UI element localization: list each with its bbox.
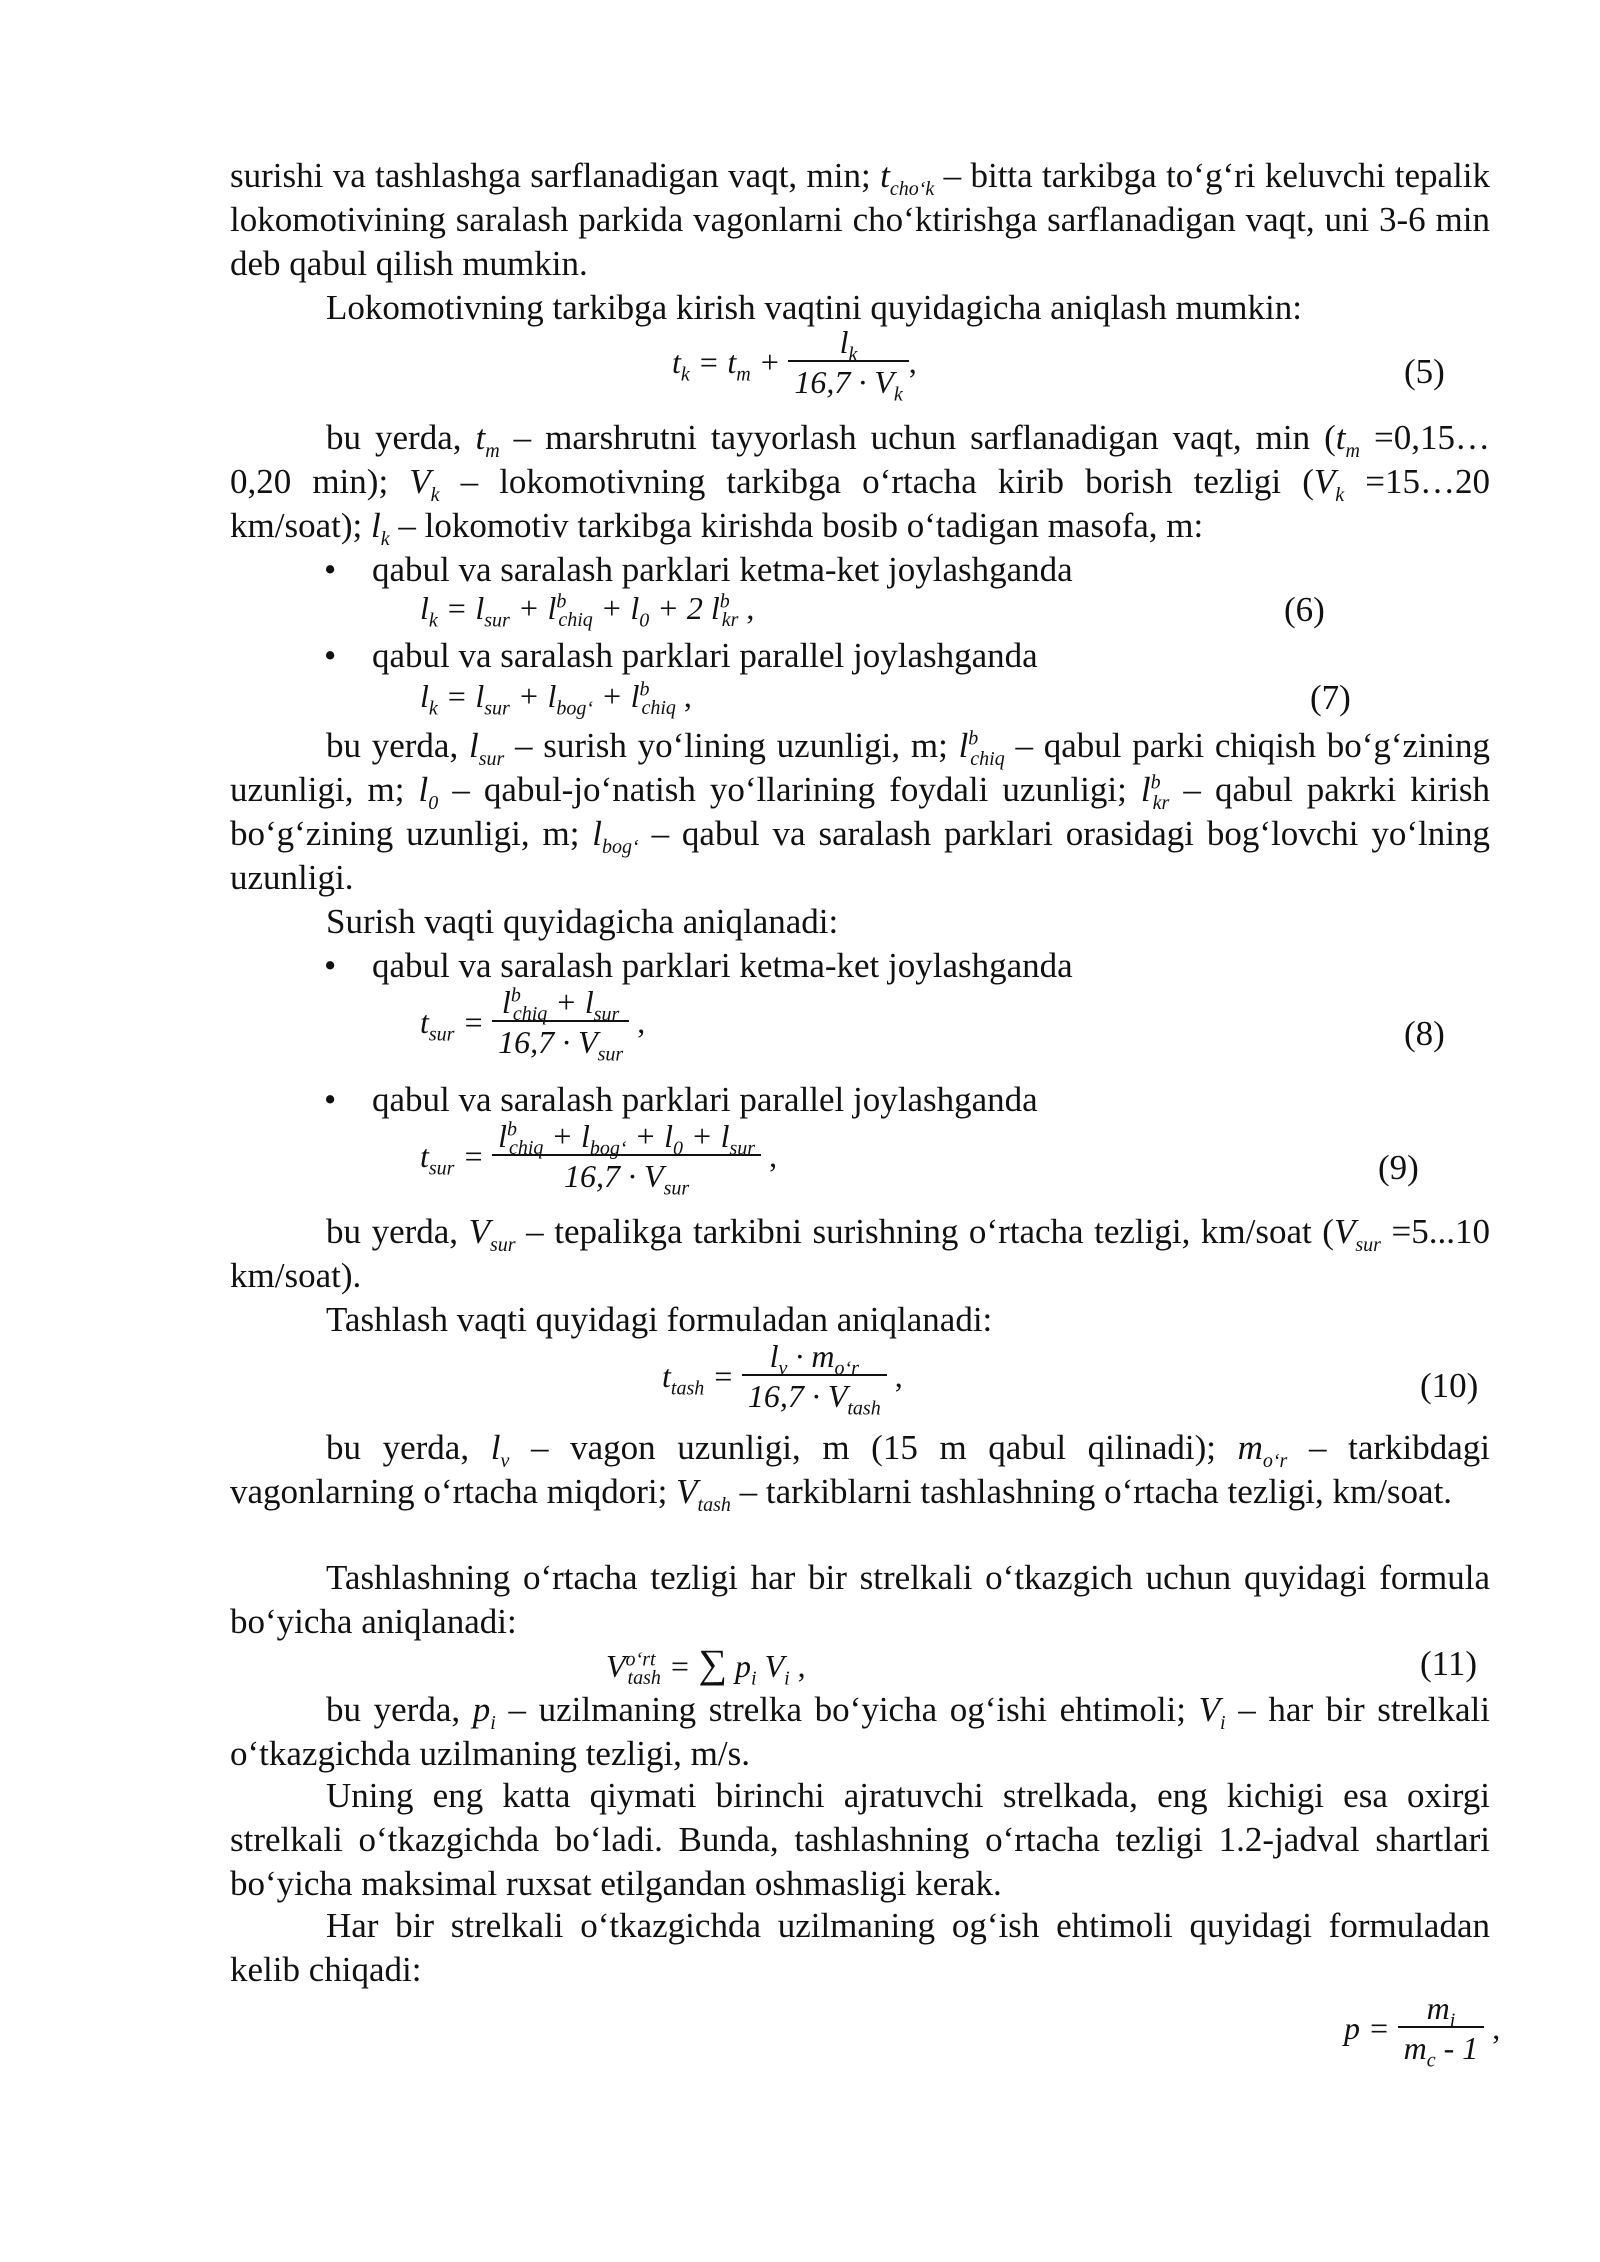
equation-number-8: (8) [1404,1014,1445,1053]
paragraph-3: bu yerda, $t_m$ – marshrutni tayyorlash uchun sarflanadigan vaqt, $\min (t_m$ =0,15…0,20 min); $V_k$ – lokomotivning tarkibga o‘rtacha kirib borish tezligi ($V_k$ =15…20 km/soat); $l_k$ – lokomotiv tarkibga kirishda bosib o‘tadigan masofa, m: [230,418,1490,550]
bullet-icon: • [324,1080,337,1119]
formula-8: $t_{sur}$ = $\frac{l^b_{chiq} + l_{sur}}{16,7 \cdot V_{sur}}$ , [420,984,646,1066]
bullet-item-3: • qabul va saralash parklari ketma-ket joylashganda [372,944,1073,988]
formula-6: $l_k = l_{sur} + l^b_{chiq} + l_0 + 2$ $l^b_{kr}$ , [420,590,755,632]
formula-probability: p = $\frac{m_i}{m_c - 1}$ , [1344,1990,1501,2072]
paragraph-4: bu yerda, $l_{sur}$ – surish yo‘lining uzunligi, m; $l^b_{chiq}$ – qabul parki chiqish bo‘g‘zining uzunligi, m; $l_0$ – qabul-jo‘natish yo‘llarining foydali uzunligi; $l^b_{kr}$ – qabul pakrki kirish bo‘g‘zining uzunligi, m; $l_{bog‘}$ – qabul va saralash parklari orasidagi bog‘lovchi yo‘lning uzunligi. [230,726,1491,897]
paragraph-1: surishi va tashlashga sarflanadigan vaqt, min; $t_{cho‘k}$ – bitta tarkibga to‘g‘ri keluvchi tepalik lokomotivining saralash parkida vagonlarni cho‘ktirishga sarflanadigan vaqt, uni 3-6 min deb qabul qilish mumkin. [230,156,1490,283]
equation-number-5: (5) [1404,352,1445,391]
paragraph-10: bu yerda, $p_i$ – uzilmaning strelka bo‘yicha og‘ishi ehtimoli; $V_i$ – har bir strelkali o‘tkazgichda uzilmaning tezligi, m/s. [230,1690,1491,1773]
bullet-item-2: • qabul va saralash parklari parallel joylashganda [372,634,1038,678]
bullet-icon: • [324,550,337,589]
formula-10: $t_{tash}$ = $\frac{l_v \cdot m_{o‘r}}{16,7 \cdot V_{tash}}$ , [662,1338,903,1420]
formula-11: $V^{o‘rt}_{tash}$ = ∑ $p_i$ $V_i$ , [606,1641,806,1690]
paragraph-8: bu yerda, $l_v$ – vagon uzunligi, m (15 m qabul qilinadi); $m_{o‘r}$ – tarkibdagi vagonlarning o‘rtacha miqdori; $V_{tash}$ – tarkiblarni tashlashning o‘rtacha tezligi, km/soat. [230,1428,1490,1516]
formula-7: $l_k = l_{sur} + l_{bog‘} + l^b_{chiq}$ , [420,678,692,720]
paragraph-7: Tashlash vaqti quyidagi formuladan aniqlanadi: [326,1300,993,1339]
formula-9: $t_{sur}$ = $\frac{l^b_{chiq} + l_{bog‘} + l_0 + l_{sur}}{16,7 \cdot V_{sur}}$ , [420,1118,778,1200]
equation-number-10: (10) [1420,1366,1479,1405]
paragraph-5: Surish vaqti quyidagicha aniqlanadi: [326,902,839,941]
paragraph-12: Har bir strelkali o‘tkazgichda uzilmaning og‘ish ehtimoli quyidagi formuladan kelib chiqadi: [230,1906,1490,1989]
paragraph-6: bu yerda, $V_{sur}$ – tepalikga tarkibni surishning o‘rtacha tezligi, km/soat ($V_{sur} =5...10$ km/soat). [230,1212,1491,1295]
bullet-icon: • [324,636,337,675]
bullet-item-4: • qabul va saralash parklari parallel joylashganda [372,1078,1038,1122]
equation-number-6: (6) [1284,590,1325,629]
equation-number-9: (9) [1378,1148,1419,1187]
bullet-icon: • [324,946,337,985]
equation-number-7: (7) [1310,678,1351,717]
equation-number-11: (11) [1420,1644,1478,1683]
var-t-chok: $t_{cho‘k}$ [880,156,935,200]
paragraph-11: Uning eng katta qiymati birinchi ajratuvchi strelkada, eng kichigi esa oxirgi strelkali o‘tkazgichda bo‘ladi. Bunda, tashlashning o‘rtacha tezligi 1.2-jadval shartlari bo‘yicha maksimal ruxsat etilgandan oshmasligi kerak. [230,1776,1490,1903]
paragraph-2: Lokomotivning tarkibga kirish vaqtini quyidagicha aniqlash mumkin: [326,288,1302,327]
bullet-item-1: • qabul va saralash parklari ketma-ket joylashganda [372,548,1073,592]
formula-5: $t_k = t_m$ + $\frac{l_k}{16,7 \cdot V_k}$ , [672,324,917,406]
paragraph-9: Tashlashning o‘rtacha tezligi har bir strelkali o‘tkazgich uchun quyidagi formula bo‘yicha aniqlanadi: [230,1558,1490,1641]
